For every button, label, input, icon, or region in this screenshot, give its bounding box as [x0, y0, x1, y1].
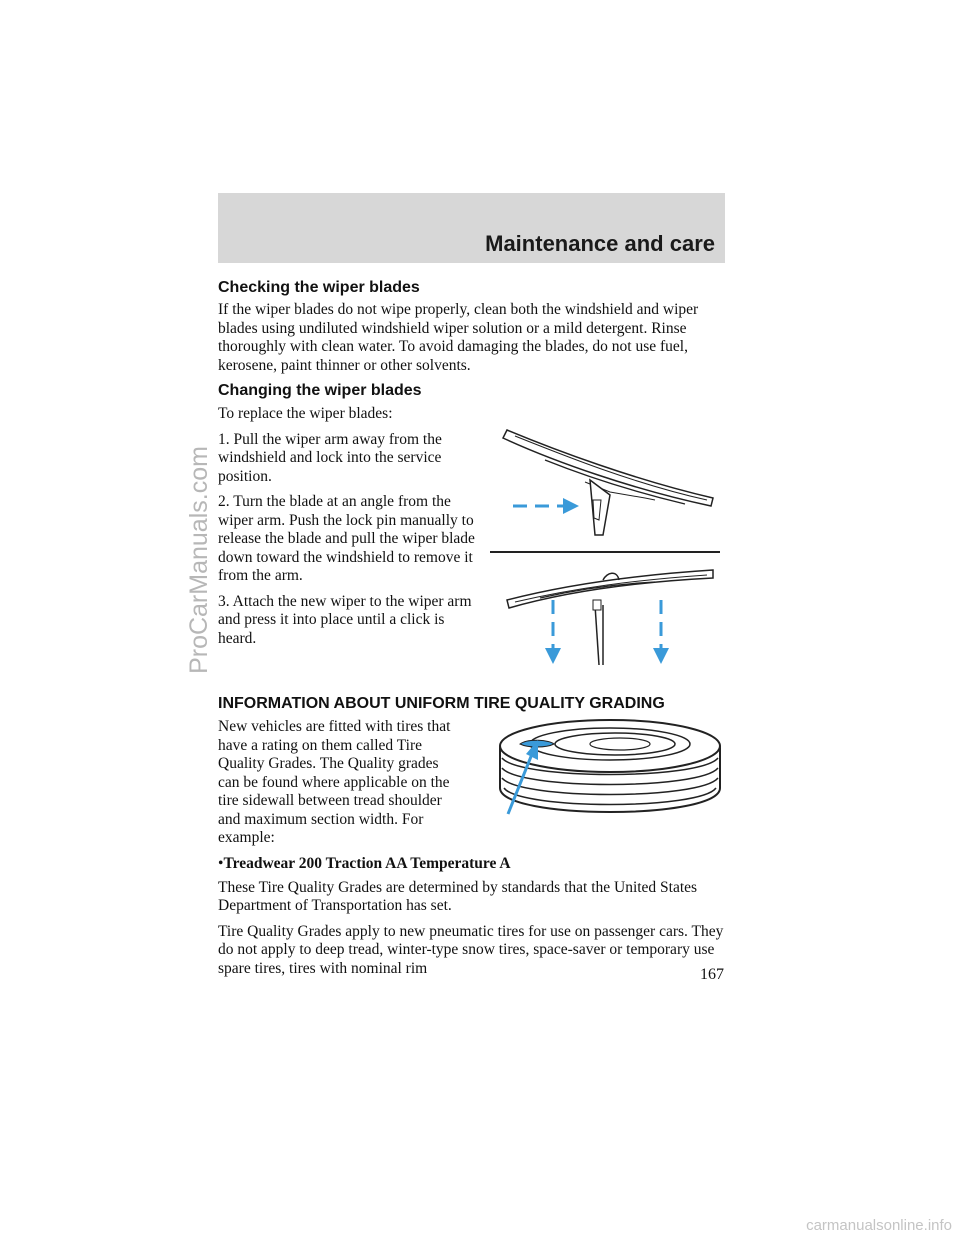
wiper-blade-bottom: [507, 570, 713, 665]
step-2: 2. Turn the blade at an angle from the wiper arm. Push the lock pin manually to release the blade and pull the wiper blade down toward the windshield to remove it from the arm.: [218, 493, 475, 584]
tire-grading-intro: New vehicles are fitted with tires that have a rating on them called Tire Quality Grades. The Quality grades can be found where applicable on the tire sidewall between tread shoulder and maximum section width. For example:: [218, 718, 451, 846]
bullet-dot: •: [218, 855, 224, 872]
wiper-blade-top: [503, 430, 713, 535]
tire-grading-intro-text: [218, 718, 458, 848]
heading-changing-wiper-blades: Changing the wiper blades: [218, 382, 422, 399]
blue-arrow-down-right: [653, 600, 669, 664]
tire-grading-body: [218, 855, 728, 978]
checking-wiper-blades-paragraph: If the wiper blades do not wipe properly, clean both the windshield and wiper blades using undiluted windshield wiper solution or a mild detergent. Rinse thoroughly with clean water. To avoid damaging the blades, do not use fuel, kerosene, paint thinner or other solvents.: [218, 301, 699, 374]
bottom-watermark: carmanualsonline.info: [806, 1217, 952, 1234]
tire-grading-para-1: These Tire Quality Grades are determined by standards that the United States Department of Transportation has set.: [218, 878, 698, 914]
tire-grading-para-2: Tire Quality Grades apply to new pneumatic tires for use on passenger cars. They do not apply to deep tread, winter-type snow tires, space-saver or temporary use spare tires, tires with nominal rim: [218, 922, 724, 977]
heading-checking-wiper-blades: Checking the wiper blades: [218, 279, 420, 296]
heading-tire-quality-grading: INFORMATION ABOUT UNIFORM TIRE QUALITY GRADING: [218, 695, 665, 712]
changing-intro: To replace the wiper blades:: [218, 405, 393, 422]
checking-wiper-blades-text: [218, 301, 728, 375]
bullet-example-text: Treadwear 200 Traction AA Temperature A: [223, 855, 511, 872]
blue-arrow-right: [513, 498, 579, 514]
side-watermark: ProCarManuals.com: [185, 446, 213, 674]
blue-arrow-down-left: [545, 600, 561, 664]
section-title: Maintenance and care: [485, 231, 715, 256]
page-number: 167: [700, 966, 724, 983]
wiper-blade-illustration: [485, 420, 725, 670]
changing-wiper-blades-text: [218, 405, 478, 648]
section-header-band: [218, 193, 725, 263]
step-1: 1. Pull the wiper arm away from the windshield and lock into the service position.: [218, 430, 442, 485]
tire-drawing: [500, 720, 720, 812]
bullet-example: [218, 855, 728, 874]
step-3: 3. Attach the new wiper to the wiper arm and press it into place until a click is heard.: [218, 592, 472, 647]
tire-illustration: [490, 708, 730, 828]
